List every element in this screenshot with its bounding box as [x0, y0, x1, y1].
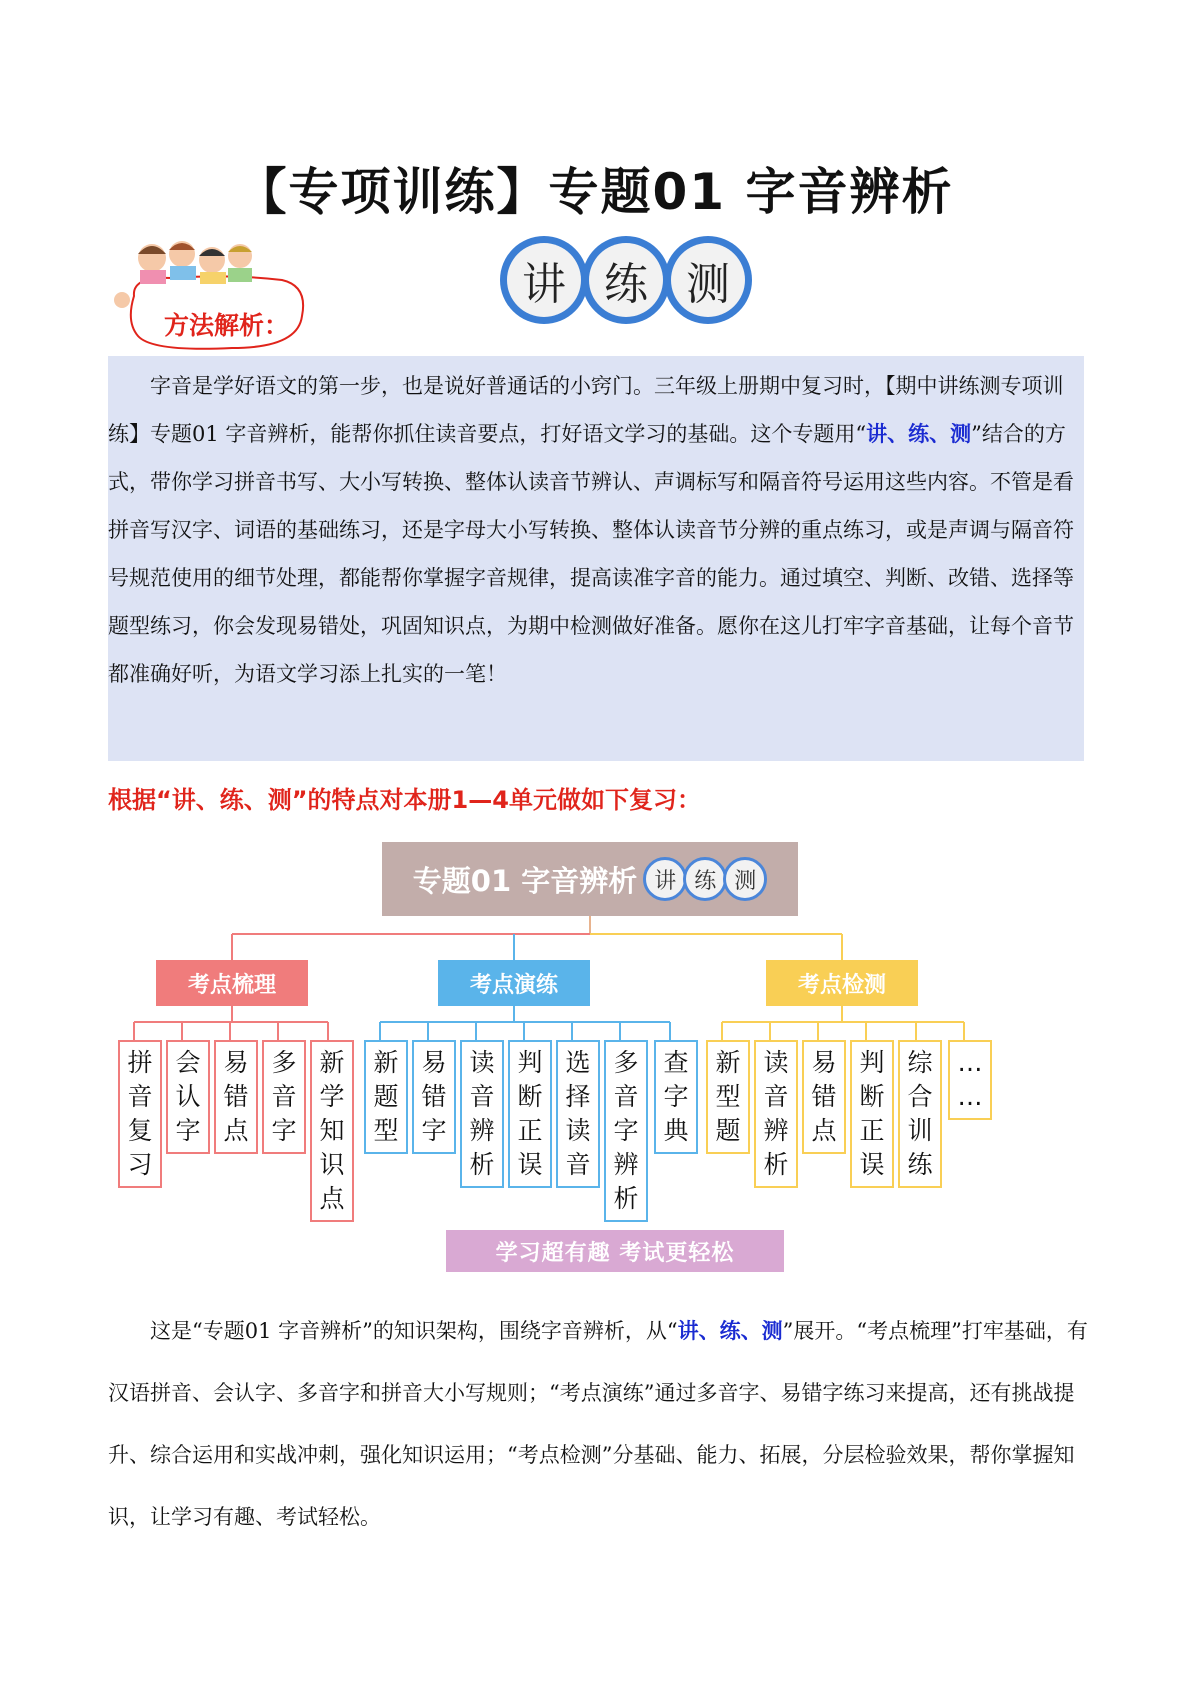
outro-highlight: 讲、练、测 — [677, 1318, 783, 1343]
method-analysis-label: 方法解析： — [164, 311, 290, 340]
diagram-leaf — [364, 1040, 408, 1154]
diagram-leaf-char: 典 — [663, 1116, 689, 1145]
category-kaodian-jiance: 考点检测 — [766, 960, 918, 1006]
diagram-leaf-char: 字 — [663, 1082, 689, 1111]
diagram-leaf — [706, 1040, 750, 1154]
diagram-leaf-char: 辨 — [763, 1116, 789, 1145]
diagram-leaf-char: 辨 — [469, 1116, 495, 1145]
intro-highlight: 讲、练、测 — [866, 421, 972, 446]
diagram-leaf-char: 音 — [565, 1150, 591, 1179]
diagram-leaf — [754, 1040, 798, 1188]
root-label: 专题01 字音辨析 — [412, 863, 638, 898]
diagram-leaf — [214, 1040, 258, 1154]
diagram-leaf-char: 辨 — [613, 1150, 639, 1179]
diagram-leaf-char: 字 — [421, 1116, 447, 1145]
section-heading: 根据“讲、练、测”的特点对本册1—4单元做如下复习： — [108, 786, 701, 814]
diagram-leaf-char: 音 — [271, 1082, 297, 1111]
badge-jiang: 讲 — [500, 236, 588, 324]
diagram-leaf-char: 读 — [469, 1048, 495, 1077]
diagram-leaf-char: 复 — [127, 1116, 153, 1145]
diagram-leaf — [850, 1040, 894, 1188]
diagram-leaf-char: 多 — [271, 1048, 297, 1077]
root-badge-ce: 测 — [723, 857, 767, 901]
badge-lian: 练 — [582, 236, 670, 324]
diagram-leaf-char: 误 — [859, 1150, 885, 1179]
diagram-leaf-char: 选 — [565, 1048, 591, 1077]
diagram-leaf-char: 误 — [517, 1150, 543, 1179]
diagram-leaf-char: 析 — [763, 1150, 789, 1179]
root-badge-lian: 练 — [683, 857, 727, 901]
diagram-leaf-char: 点 — [223, 1116, 249, 1145]
diagram-root-node — [382, 842, 798, 916]
diagram-leaf-char: 知 — [319, 1116, 345, 1145]
diagram-leaf-char: 错 — [421, 1082, 447, 1111]
diagram-leaf-char: 新 — [319, 1048, 345, 1077]
diagram-leaf-char: 练 — [907, 1150, 933, 1179]
diagram-leaf-char: 字 — [175, 1116, 201, 1145]
diagram-leaf-char: 查 — [663, 1048, 689, 1077]
diagram-leaf-char: 新 — [715, 1048, 741, 1077]
diagram-leaf-char: 新 — [373, 1048, 399, 1077]
diagram-leaf — [166, 1040, 210, 1154]
diagram-leaf-char: 择 — [565, 1082, 591, 1111]
diagram-leaf — [604, 1040, 648, 1222]
diagram-leaf-char: 正 — [859, 1116, 885, 1145]
diagram-leaf-char: 会 — [175, 1048, 201, 1077]
diagram-leaf-char: 音 — [127, 1082, 153, 1111]
diagram-leaf — [460, 1040, 504, 1188]
diagram-leaf — [262, 1040, 306, 1154]
diagram-leaf-char: 错 — [223, 1082, 249, 1111]
jiang-lian-ce-badges — [500, 236, 746, 324]
diagram-leaf — [118, 1040, 162, 1188]
intro-paragraph: 字音是学好语文的第一步，也是说好普通话的小窍门。三年级上册期中复习时，【期中讲练测专项训练】专题01 字音辨析，能帮你抓住读音要点，打好语文学习的基础。这个专题用“讲、练、测”结合的方式，带你学习拼音书写、大小写转换、整体认读音节辨认、声调标写和隔音符号运用这些内容。不管是看拼音写汉字、词语的基础练习，还是字母大小写转换、整体认读音节分辨的重点练习，或是声调与隔音符号规范使用的细节处理，都能帮你掌握字音规律，提高读准字音的能力。通过填空、判断、改错、选择等题型练习，你会发现易错处，巩固知识点，为期中检测做好准备。愿你在这儿打牢字音基础，让每个音节都准确好听，为语文学习添上扎实的一笔！ — [108, 374, 1074, 686]
diagram-leaf-char: 合 — [907, 1082, 933, 1111]
diagram-leaf-char: 判 — [517, 1048, 543, 1077]
diagram-leaf-char: 析 — [469, 1150, 495, 1179]
diagram-leaf-char: 易 — [811, 1048, 837, 1077]
diagram-leaf — [310, 1040, 354, 1222]
diagram-leaf — [508, 1040, 552, 1188]
diagram-leaf — [412, 1040, 456, 1154]
diagram-leaf-char: 音 — [469, 1082, 495, 1111]
diagram-leaf-char: 易 — [421, 1048, 447, 1077]
badge-ce: 测 — [664, 236, 752, 324]
diagram-leaf-char: 题 — [715, 1116, 741, 1145]
diagram-leaf-char: 题 — [373, 1082, 399, 1111]
diagram-leaf-char: 字 — [271, 1116, 297, 1145]
diagram-leaf-char: 训 — [907, 1116, 933, 1145]
diagram-leaf-char: 析 — [613, 1184, 639, 1213]
diagram-leaf — [802, 1040, 846, 1154]
diagram-leaf-char: … — [957, 1082, 983, 1111]
diagram-leaf-char: 认 — [175, 1082, 201, 1111]
intro-paragraph-box — [108, 356, 1084, 761]
diagram-leaf-char: 点 — [811, 1116, 837, 1145]
diagram-leaf-char: 拼 — [127, 1048, 153, 1077]
diagram-leaf-char: 判 — [859, 1048, 885, 1077]
diagram-leaf-char: 型 — [715, 1082, 741, 1111]
category-kaodian-shuli: 考点梳理 — [156, 960, 308, 1006]
diagram-leaf — [948, 1040, 992, 1120]
diagram-leaf-char: 点 — [319, 1184, 345, 1213]
diagram-leaf-char: 学 — [319, 1082, 345, 1111]
diagram-leaf-char: 易 — [223, 1048, 249, 1077]
diagram-leaf-char: 型 — [373, 1116, 399, 1145]
diagram-leaf-char: 错 — [811, 1082, 837, 1111]
diagram-leaf-char: 断 — [517, 1082, 543, 1111]
diagram-leaf-char: 读 — [763, 1048, 789, 1077]
diagram-leaf-char: 音 — [763, 1082, 789, 1111]
diagram-leaf — [654, 1040, 698, 1154]
diagram-leaf-char: 识 — [319, 1150, 345, 1179]
outro-paragraph-block — [108, 1300, 1088, 1548]
outro-paragraph: 这是“专题01 字音辨析”的知识架构，围绕字音辨析，从“讲、练、测”展开。“考点梳理”打牢基础，有汉语拼音、会认字、多音字和拼音大小写规则；“考点演练”通过多音字、易错字练习来提高，还有挑战提升、综合运用和实战冲刺，强化知识运用；“考点检测”分基础、能力、拓展，分层检验效果，帮你掌握知识，让学习有趣、考试轻松。 — [108, 1318, 1088, 1529]
diagram-leaf — [556, 1040, 600, 1188]
diagram-leaf-char: 断 — [859, 1082, 885, 1111]
page-title: 【专项训练】专题01 字音辨析 — [236, 163, 954, 221]
slogan-banner: 学习超有趣 考试更轻松 — [446, 1230, 784, 1272]
category-kaodian-yanlian: 考点演练 — [438, 960, 590, 1006]
diagram-leaf-char: 字 — [613, 1116, 639, 1145]
root-badge-jiang: 讲 — [643, 857, 687, 901]
diagram-leaf-char: … — [957, 1048, 983, 1077]
knowledge-structure-diagram — [118, 842, 1068, 1282]
root-badges — [647, 857, 767, 901]
diagram-leaf-char: 音 — [613, 1082, 639, 1111]
diagram-leaf-char: 读 — [565, 1116, 591, 1145]
diagram-leaf — [898, 1040, 942, 1188]
diagram-leaf-char: 综 — [907, 1048, 933, 1077]
diagram-leaf-char: 正 — [517, 1116, 543, 1145]
diagram-leaf-char: 多 — [613, 1048, 639, 1077]
diagram-leaf-char: 习 — [127, 1150, 153, 1179]
